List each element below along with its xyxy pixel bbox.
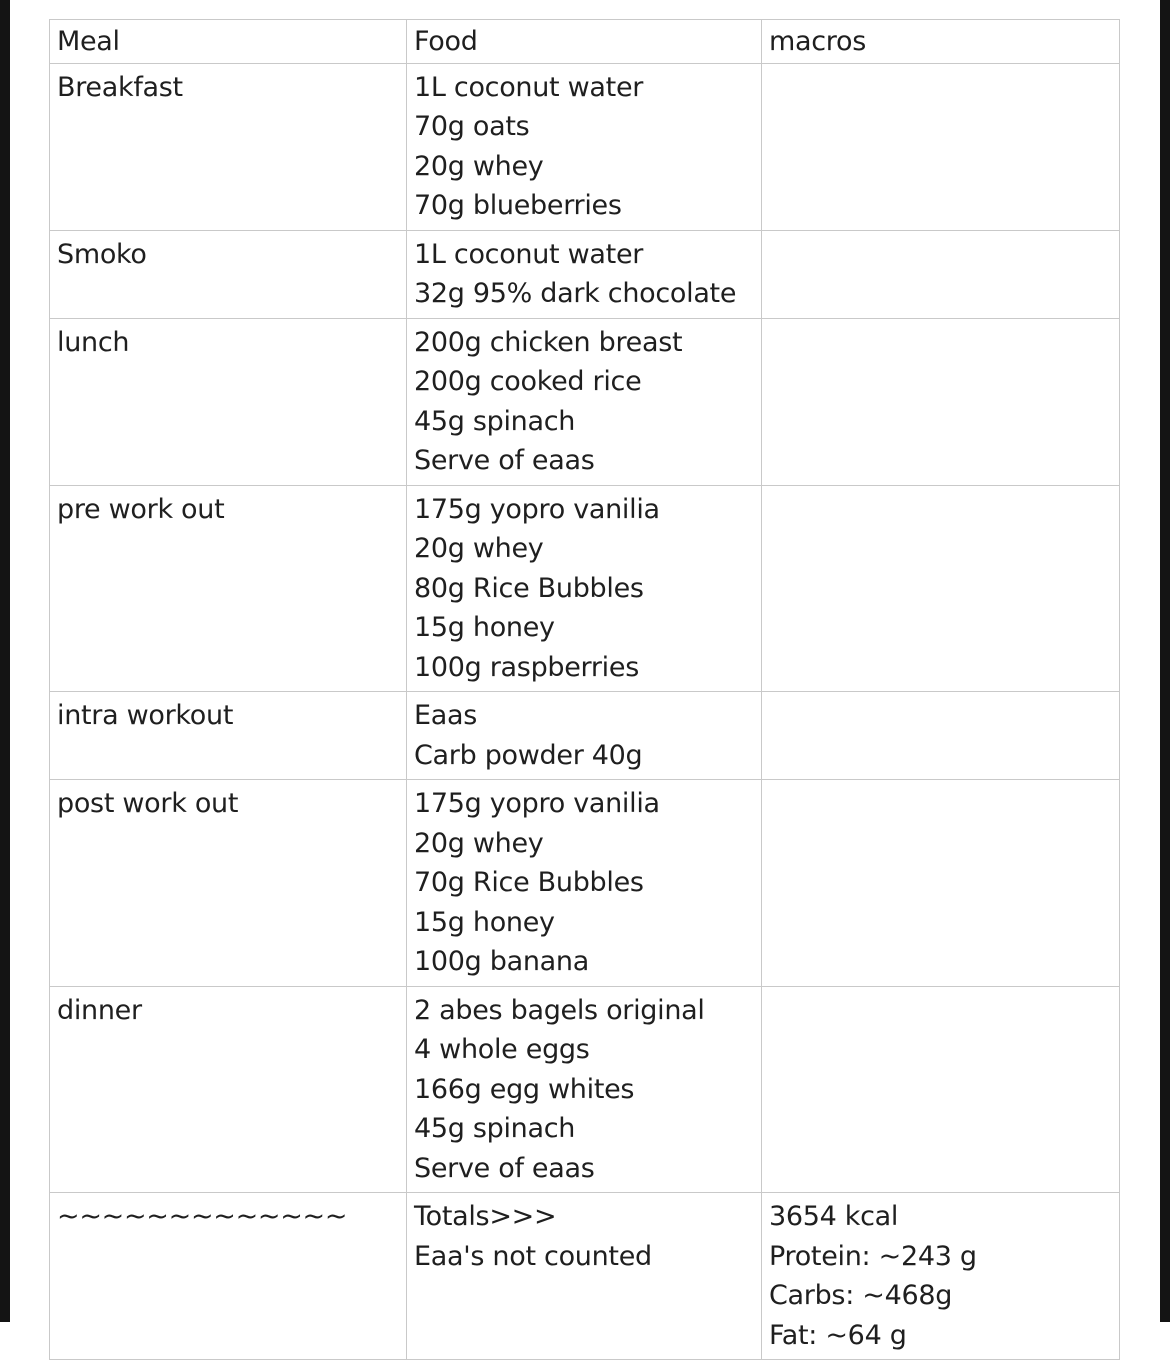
food-item: Eaas bbox=[414, 700, 478, 731]
food-item: 166g egg whites bbox=[414, 1073, 635, 1105]
food-item: 70g blueberries bbox=[414, 190, 622, 221]
food-cell bbox=[407, 63, 762, 230]
food-item: 200g cooked rice bbox=[414, 366, 642, 397]
food-item: 200g chicken breast bbox=[414, 326, 683, 358]
food-item: 80g Rice Bubbles bbox=[414, 572, 644, 604]
food-item: 175g yopro vanilia bbox=[414, 493, 660, 525]
food-item: 20g whey bbox=[414, 150, 544, 182]
macros-cell bbox=[762, 318, 1120, 485]
food-item: 100g banana bbox=[414, 946, 589, 977]
food-item: Serve of eaas bbox=[414, 1152, 595, 1184]
meal-cell: lunch bbox=[50, 318, 407, 485]
food-item: Carb powder 40g bbox=[414, 739, 643, 771]
food-item: 1L coconut water bbox=[414, 238, 644, 270]
food-item: 32g 95% dark chocolate bbox=[414, 278, 737, 309]
food-item: 70g oats bbox=[414, 111, 530, 142]
food-item: 175g yopro vanilia bbox=[414, 788, 660, 819]
meal-plan-table bbox=[49, 19, 1120, 1360]
food-item: 15g honey bbox=[414, 906, 555, 938]
meal-cell: Smoko bbox=[50, 230, 407, 318]
header-row bbox=[50, 20, 1120, 64]
macros-cell bbox=[762, 692, 1120, 780]
table-row bbox=[50, 692, 1120, 780]
totals-row bbox=[50, 1193, 1120, 1360]
food-item: 1L coconut water bbox=[414, 71, 644, 103]
macros-cell bbox=[762, 485, 1120, 692]
totals-label: Totals>>> bbox=[414, 1201, 557, 1232]
food-cell bbox=[407, 485, 762, 692]
table-row bbox=[50, 318, 1120, 485]
food-item: 45g spinach bbox=[414, 1113, 576, 1144]
macros-cell bbox=[762, 780, 1120, 987]
meal-cell: Breakfast bbox=[50, 63, 407, 230]
meal-cell: ~~~~~~~~~~~~~ bbox=[50, 1193, 407, 1360]
macros-cell bbox=[762, 986, 1120, 1193]
header-food: Food bbox=[407, 20, 762, 64]
macro-carbs: Carbs: ~468g bbox=[769, 1280, 953, 1311]
food-item: 15g honey bbox=[414, 612, 555, 643]
food-cell bbox=[407, 318, 762, 485]
food-item: 2 abes bagels original bbox=[414, 994, 705, 1026]
food-item: 70g Rice Bubbles bbox=[414, 867, 644, 898]
meal-cell: post work out bbox=[50, 780, 407, 987]
food-item: 45g spinach bbox=[414, 405, 576, 437]
table-row bbox=[50, 986, 1120, 1193]
macro-protein: Protein: ~243 g bbox=[769, 1240, 977, 1272]
totals-note: Eaa's not counted bbox=[414, 1240, 652, 1272]
table-row bbox=[50, 780, 1120, 987]
left-window-edge bbox=[0, 0, 10, 1322]
macro-kcal: 3654 kcal bbox=[769, 1201, 899, 1232]
meal-cell: intra workout bbox=[50, 692, 407, 780]
food-cell bbox=[407, 1193, 762, 1360]
right-window-edge bbox=[1160, 0, 1170, 1322]
header-macros: macros bbox=[762, 20, 1120, 64]
header-meal: Meal bbox=[50, 20, 407, 64]
food-cell bbox=[407, 986, 762, 1193]
food-cell bbox=[407, 780, 762, 987]
table-row bbox=[50, 230, 1120, 318]
macros-cell bbox=[762, 1193, 1120, 1360]
food-item: Serve of eaas bbox=[414, 445, 595, 476]
meal-cell: pre work out bbox=[50, 485, 407, 692]
macro-fat: Fat: ~64 g bbox=[769, 1319, 907, 1351]
food-item: 100g raspberries bbox=[414, 651, 639, 683]
macros-cell bbox=[762, 230, 1120, 318]
meal-cell: dinner bbox=[50, 986, 407, 1193]
food-item: 20g whey bbox=[414, 533, 544, 564]
table-row bbox=[50, 63, 1120, 230]
food-cell bbox=[407, 230, 762, 318]
macros-cell bbox=[762, 63, 1120, 230]
food-item: 4 whole eggs bbox=[414, 1034, 590, 1065]
food-cell bbox=[407, 692, 762, 780]
table-row bbox=[50, 485, 1120, 692]
food-item: 20g whey bbox=[414, 827, 544, 859]
